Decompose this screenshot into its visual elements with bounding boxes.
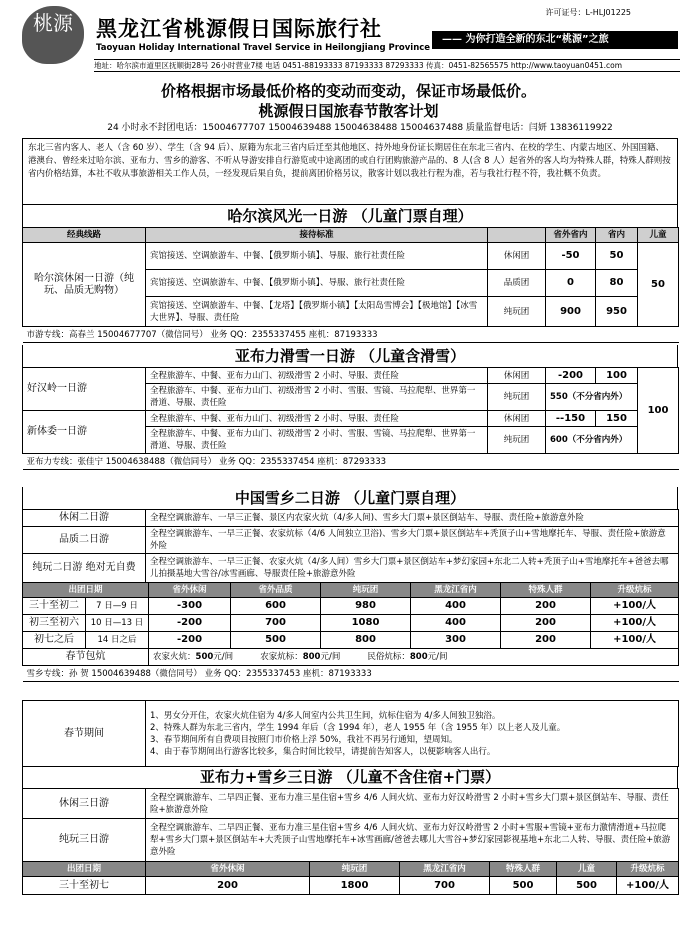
price-out: -50 xyxy=(546,243,596,270)
route-name: 纯玩三日游 xyxy=(23,819,146,862)
note-item: 3、春节期间所有自费项目按照门市价格上浮 50%，我社不再另行通知，望周知。 xyxy=(150,734,458,745)
col-hlj: 黑龙江省内 xyxy=(411,583,501,598)
col-special: 特殊人群 xyxy=(490,862,557,877)
lunar-date: 三十至初七 xyxy=(23,877,146,895)
table-row xyxy=(23,598,679,615)
baobao-prices xyxy=(149,649,679,666)
yabuli-table xyxy=(22,367,679,470)
date-range: 14 日之后 xyxy=(86,632,149,649)
route-name: 品质二日游 xyxy=(23,527,146,554)
baobao-unit: 元/间 xyxy=(427,652,448,662)
company-logo: 桃源 xyxy=(22,6,84,64)
col-out-leisure: 省外休闲 xyxy=(149,583,231,598)
col-child: 儿童 xyxy=(557,862,617,877)
standard: 全程旅游车、中餐、亚布力山门、初级滑雪 2 小时、导服、责任险 xyxy=(146,411,488,427)
price-out: --150 xyxy=(546,411,596,427)
col-hlj: 黑龙江省内 xyxy=(400,862,490,877)
route-name: 休闲二日游 xyxy=(23,510,146,527)
price-cell: +100/人 xyxy=(591,615,679,632)
company-name-cn: 黑龙江省桃源假日国际旅行社 xyxy=(96,17,382,41)
baobao-price: 500 xyxy=(195,652,214,662)
price-out: 0 xyxy=(546,270,596,297)
note-item: 4、由于春节期间出行游客比较多，集合时间比较早，请提前告知客人，以便影响客人出行。 xyxy=(150,746,496,757)
lunar-date: 初三至初六 xyxy=(23,615,86,632)
note-item: 2、特殊人群为东北三省内，学生 1994 年后（含 1994 年），老人 1955 年（含 1955 年）以上老人及儿童。 xyxy=(150,722,566,733)
standard: 全程旅游车、中餐、亚布力山门、初级滑雪 2 小时、雪服、雪镜、马拉爬犁、世界第一滑道、导服、责任险 xyxy=(146,427,488,454)
page-header xyxy=(0,0,697,78)
xuexiang-price-table xyxy=(22,582,679,682)
baobao-price: 800 xyxy=(409,652,428,662)
col-date: 出团日期 xyxy=(23,583,149,598)
price-cell: 300 xyxy=(411,632,501,649)
tour-type: 纯玩团 xyxy=(488,384,546,411)
xuexiang-contact: 雪乡专线：孙 贺 15004639488（微信同号） 业务 QQ：2355337453 座机：87193333 xyxy=(23,666,679,682)
harbin-title: 哈尔滨风光一日游 （儿童门票自理） xyxy=(22,205,678,227)
price-cell: 500 xyxy=(557,877,617,895)
note-item: 1、男女分开住，农家火炕住宿为 4/多人间室内公共卫生间，炕标住宿为 4/多人间独卫独浴。 xyxy=(150,710,501,721)
price-flat: 600（不分省内外） xyxy=(546,427,638,454)
baobao-unit: 元/间 xyxy=(320,652,341,662)
route-desc: 全程空调旅游车、二早四正餐、亚布力准三星住宿+雪乡 4/6 人间火炕、亚布力好汉岭滑雪 2 小时+雪乡大门票+景区倒站车、导服、责任险+旅游意外险 xyxy=(146,789,679,819)
col-standard: 接待标准 xyxy=(146,228,488,243)
lunar-date: 三十至初二 xyxy=(23,598,86,615)
yabuli-title: 亚布力滑雪一日游 （儿童含滑雪） xyxy=(22,345,678,367)
table-row xyxy=(23,632,679,649)
company-name-en: Taoyuan Holiday International Travel Service in Heilongjiang Province xyxy=(96,43,431,53)
hotline: 24 小时永不封团电话：15004677707 15004639488 15004638488 15004637488 质量监督电话：闫妍 13836119922 xyxy=(107,123,613,133)
price-out: 900 xyxy=(546,297,596,327)
standard: 宾馆接送、空调旅游车、中餐、【俄罗斯小镇】、导服、旅行社责任险 xyxy=(146,270,488,297)
price-cell: 500 xyxy=(231,632,321,649)
price-cell: 600 xyxy=(231,598,321,615)
period-notes xyxy=(146,701,679,767)
route-name: 纯玩二日游 绝对无自费 xyxy=(23,554,146,583)
tour-type: 休闲团 xyxy=(488,368,546,384)
col-out-quality: 省外品质 xyxy=(231,583,321,598)
col-pure: 纯玩团 xyxy=(310,862,400,877)
standard: 宾馆接送、空调旅游车、中餐、【龙塔】【俄罗斯小镇】【太阳岛雪博会】【极地馆】【冰雪大世界】、导服、责任险 xyxy=(146,297,488,327)
price-child: 50 xyxy=(638,243,679,327)
price-cell: -300 xyxy=(149,598,231,615)
intro-text: 东北三省内客人、老人（含 60 岁）、学生（含 94 后）、原籍为东北三省内后迁至其他地区、持外地身份证长期居住在东北三省内、在校的学生、内蒙古地区、外国国籍、港澳台、曾经来过哈尔滨、亚布力、雪乡的游客、不听从导游安排自行游览或中途离团的或自行团购旅游产品的、8 人(含 8 人）起省外的客人均为特殊人群，特殊人群则按省内价格结算，本社不收从事旅游相关工作人员，一经发现后果自负，提前离团价格另议，散客计划以我社行程为准，若与我社行程不符，我社概不负责。 xyxy=(22,138,678,205)
date-range: 7 日—9 日 xyxy=(86,598,149,615)
standard: 全程旅游车、中餐、亚布力山门、初级滑雪 2 小时、导服、责任险 xyxy=(146,368,488,384)
baobao-label: 春节包炕 xyxy=(23,649,149,666)
col-special: 特殊人群 xyxy=(501,583,591,598)
price-flat: 550（不分省内外） xyxy=(546,384,638,411)
price-cell: 700 xyxy=(231,615,321,632)
col-type xyxy=(488,228,546,243)
price-cell: 800 xyxy=(321,632,411,649)
price-in: 100 xyxy=(596,368,638,384)
price-cell: -200 xyxy=(149,632,231,649)
price-cell: 1080 xyxy=(321,615,411,632)
standard: 宾馆接送、空调旅游车、中餐、【俄罗斯小镇】、导服、旅行社责任险 xyxy=(146,243,488,270)
price-headline: 价格根据市场最低价格的变动而变动，保证市场最低价。 xyxy=(160,82,536,100)
combo-routes-table xyxy=(22,788,679,862)
baobao-unit: 元/间 xyxy=(213,652,234,662)
route-desc: 全程空调旅游车、一早三正餐、农家火炕（4/多人间）雪乡大门票+景区倒站车+梦幻家园+东北二人转+秃顶子山+雪地摩托车+爸爸去哪儿拍摄基地大雪谷/冰雪画廊、导服责任险+旅游意外险 xyxy=(146,554,679,583)
price-out: -200 xyxy=(546,368,596,384)
baobao-item: 农家火炕： xyxy=(153,652,196,662)
tour-type: 纯玩团 xyxy=(488,427,546,454)
tour-type: 品质团 xyxy=(488,270,546,297)
price-in: 80 xyxy=(596,270,638,297)
date-range: 10 日—13 日 xyxy=(86,615,149,632)
price-cell: 200 xyxy=(501,632,591,649)
period-label: 春节期间 xyxy=(23,701,146,767)
baobao-price: 800 xyxy=(302,652,321,662)
route-desc: 全程空调旅游车、一早三正餐、景区内农家火炕（4/多人间)、雪乡大门票+景区倒站车、导服、责任险+旅游意外险 xyxy=(146,510,679,527)
col-upgrade: 升级炕标 xyxy=(617,862,679,877)
price-cell: 1800 xyxy=(310,877,400,895)
xuexiang-notes-table xyxy=(22,700,679,767)
address-bar: 地址：哈尔滨市道里区抚顺街28号 26小时营业7楼 电话 0451-88193333 87193333 87293333 传真：0451-82565575 http://www.taoyuan0451.com xyxy=(94,59,680,72)
price-cell: 200 xyxy=(146,877,310,895)
standard: 全程旅游车、中餐、亚布力山门、初级滑雪 2 小时、雪服、雪镜、马拉爬犁、世界第一滑道、导服、责任险 xyxy=(146,384,488,411)
table-row xyxy=(23,615,679,632)
price-cell: +100/人 xyxy=(617,877,679,895)
combo-price-table xyxy=(22,861,679,895)
baobao-item: 农家炕标： xyxy=(260,652,303,662)
col-out: 省外省内 xyxy=(546,228,596,243)
price-child: 100 xyxy=(638,368,679,454)
price-cell: 980 xyxy=(321,598,411,615)
harbin-contact: 市游专线：高春兰 15004677707（微信同号） 业务 QQ：2355337455 座机：87193333 xyxy=(23,327,679,343)
slogan: —— 为你打造全新的东北“桃源”之旅 xyxy=(432,31,678,49)
price-cell: -200 xyxy=(149,615,231,632)
price-cell: 200 xyxy=(501,598,591,615)
tour-type: 休闲团 xyxy=(488,243,546,270)
price-in: 50 xyxy=(596,243,638,270)
route-name: 好汉岭一日游 xyxy=(23,368,146,411)
combo-title: 亚布力+雪乡三日游 （儿童不含住宿+门票） xyxy=(22,766,678,788)
col-date: 出团日期 xyxy=(23,862,146,877)
route-desc: 全程空调旅游车、二早四正餐、亚布力准三星住宿+雪乡 4/6 人间火炕、亚布力好汉岭滑雪 2 小时+雪服+雪镜+亚布力激情滑道+马拉爬犁+雪乡大门票+景区倒站车+大秃顶子山雪地摩托车+冰雪画廊/爸爸去哪儿大雪谷+梦幻家园影视基地+东北二人转、导服、责任险+旅游意外险 xyxy=(146,819,679,862)
route-name: 新体委一日游 xyxy=(23,411,146,454)
xuexiang-title: 中国雪乡二日游 （儿童门票自理） xyxy=(22,487,678,509)
col-pure: 纯玩团 xyxy=(321,583,411,598)
col-route: 经典线路 xyxy=(23,228,146,243)
price-cell: 400 xyxy=(411,615,501,632)
price-cell: +100/人 xyxy=(591,598,679,615)
harbin-table xyxy=(22,227,679,343)
price-cell: 500 xyxy=(490,877,557,895)
tour-type: 休闲团 xyxy=(488,411,546,427)
price-cell: +100/人 xyxy=(591,632,679,649)
yabuli-contact: 亚布力专线：张佳宁 15004638488（微信同号） 业务 QQ：2355337454 座机：87293333 xyxy=(23,454,679,470)
price-in: 950 xyxy=(596,297,638,327)
route-desc: 全程空调旅游车、一早三正餐、农家炕标（4/6 人间独立卫浴)、雪乡大门票+景区倒站车+秃顶子山+雪地摩托车、导服、责任险+旅游意外险 xyxy=(146,527,679,554)
table-row xyxy=(23,877,679,895)
col-in: 省内 xyxy=(596,228,638,243)
col-child: 儿童 xyxy=(638,228,679,243)
col-out-leisure: 省外休闲 xyxy=(146,862,310,877)
license-number: 许可证号：L-HLJ01225 xyxy=(545,8,631,17)
price-cell: 700 xyxy=(400,877,490,895)
route-name: 休闲三日游 xyxy=(23,789,146,819)
tour-type: 纯玩团 xyxy=(488,297,546,327)
route-name: 哈尔滨休闲一日游（纯玩、品质无购物） xyxy=(23,243,146,327)
xuexiang-routes-table xyxy=(22,509,679,583)
plan-headline: 桃源假日国旅春节散客计划 xyxy=(258,102,439,120)
lunar-date: 初七之后 xyxy=(23,632,86,649)
baobao-item: 民俗炕标： xyxy=(367,652,410,662)
price-cell: 200 xyxy=(501,615,591,632)
col-upgrade: 升级炕标 xyxy=(591,583,679,598)
price-cell: 400 xyxy=(411,598,501,615)
price-in: 150 xyxy=(596,411,638,427)
